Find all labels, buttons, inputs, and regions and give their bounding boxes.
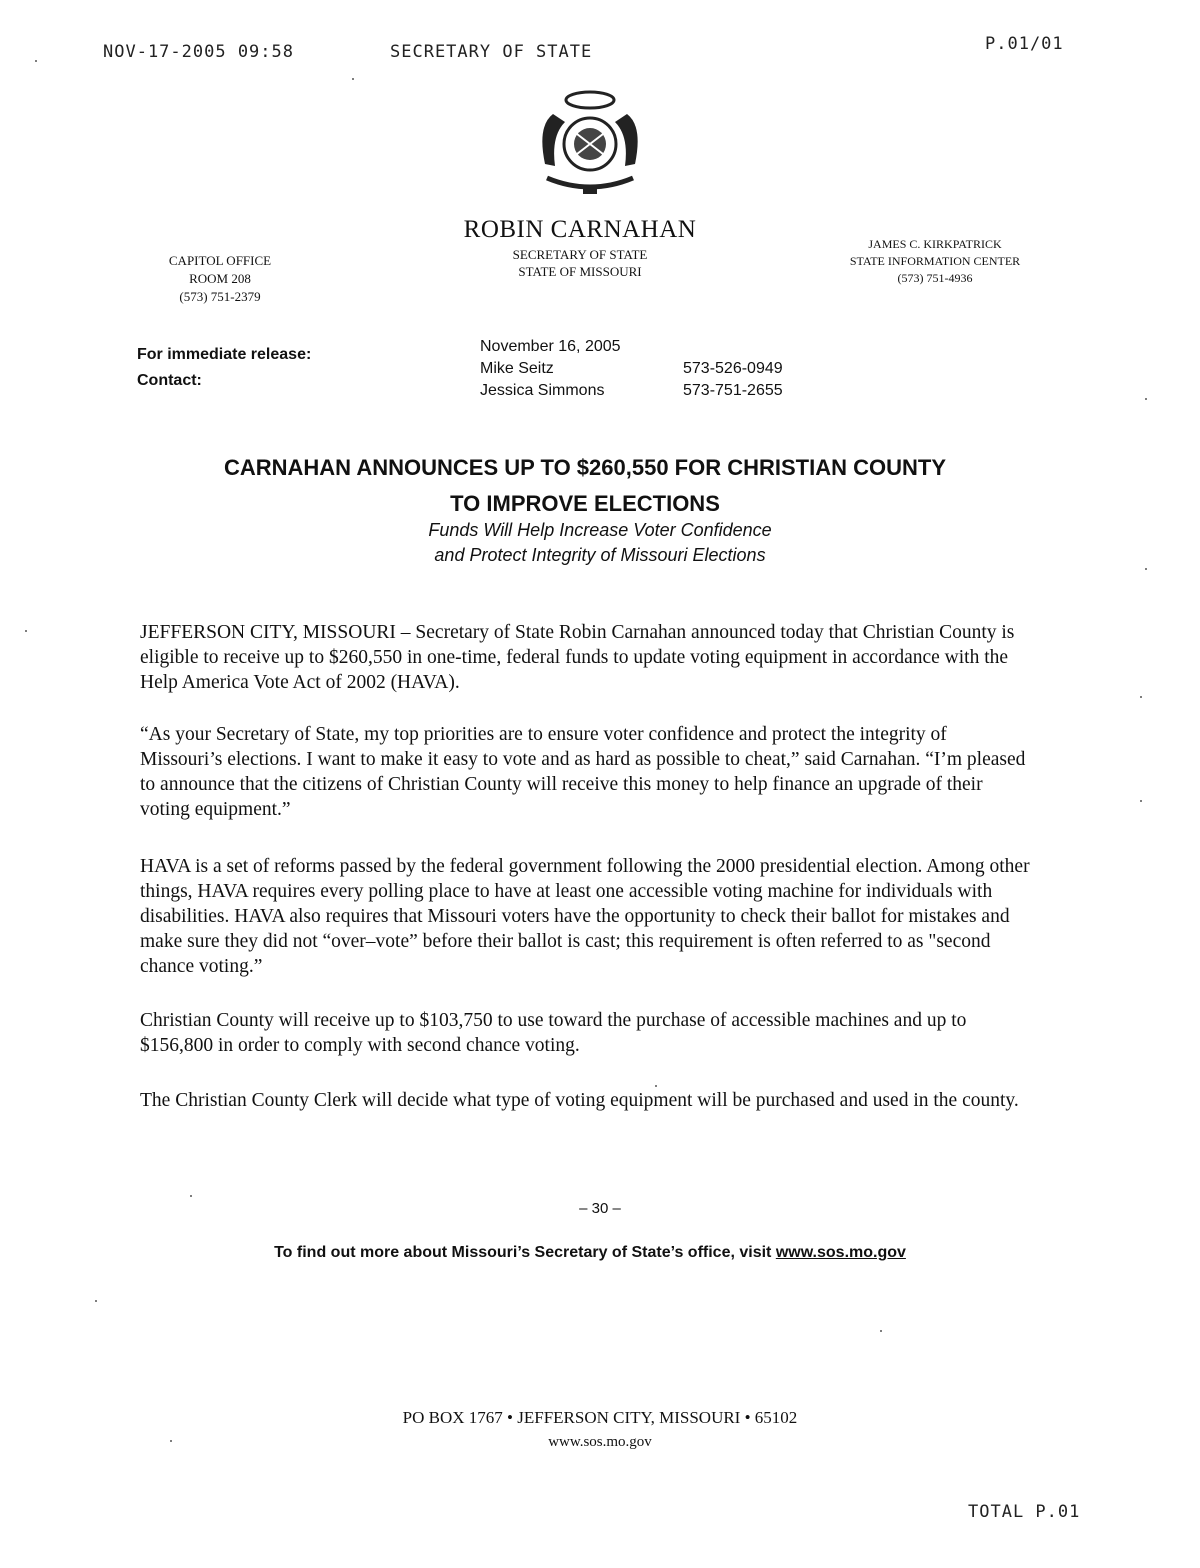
scan-speck	[25, 630, 27, 632]
contact-phone-1: 573-526-0949	[683, 360, 783, 377]
subheadline-line-2: and Protect Integrity of Missouri Elections	[434, 545, 766, 565]
footer-note-text: To find out more about Missouri’s Secretary of State’s office, visit	[274, 1244, 776, 1261]
end-mark: – 30 –	[579, 1200, 621, 1217]
capitol-office-phone: (573) 751-2379	[179, 289, 261, 304]
headline	[140, 450, 1030, 522]
info-center-name: JAMES C. KIRKPATRICK	[868, 237, 1002, 251]
headline-line-1: CARNAHAN ANNOUNCES UP TO $260,550 FOR CHRISTIAN COUNTY	[223, 455, 947, 480]
capitol-office-room: ROOM 208	[189, 271, 251, 286]
headline-line-2: TO IMPROVE ELECTIONS	[450, 491, 720, 516]
secretary-name: ROBIN CARNAHAN	[463, 216, 697, 243]
info-center-title: STATE INFORMATION CENTER	[849, 254, 1021, 268]
scan-speck	[1140, 800, 1142, 802]
scan-speck	[352, 78, 354, 80]
release-label: For immediate release:	[137, 346, 312, 363]
body-paragraph-2: “As your Secretary of State, my top priorities are to ensure voter confidence and protect the integrity of Missouri’s elections. I want to make it easy to vote and as hard as possible to cheat,” said Carnahan. “I’m pleased to announce that the citizens of Christian County will receive this money to help finance an upgrade of their voting equipment.”	[140, 724, 1026, 820]
scan-speck	[880, 1330, 882, 1332]
secretary-name-block	[430, 216, 730, 280]
contact-label: Contact:	[137, 372, 202, 389]
scan-speck	[190, 1195, 192, 1197]
secretary-state: STATE OF MISSOURI	[518, 264, 642, 279]
scan-speck	[170, 1440, 172, 1442]
capitol-office-block	[130, 252, 310, 306]
fax-total-pages: TOTAL P.01	[968, 1502, 1081, 1522]
body-paragraph-4: Christian County will receive up to $103,750 to use toward the purchase of accessible machines and up to $156,800 in order to comply with second chance voting.	[140, 1010, 967, 1056]
subheadline-line-1: Funds Will Help Increase Voter Confidence	[428, 520, 772, 540]
contact-phone-2: 573-751-2655	[683, 382, 783, 399]
dateline: JEFFERSON CITY, MISSOURI	[140, 622, 396, 643]
capitol-office-line: CAPITOL OFFICE	[168, 253, 272, 268]
scan-speck	[35, 60, 37, 62]
contact-phones	[683, 358, 783, 402]
footer-website-link[interactable]: www.sos.mo.gov	[775, 1244, 906, 1261]
fax-page-number: P.01/01	[985, 34, 1064, 54]
address-block	[300, 1406, 900, 1454]
scan-speck	[655, 1085, 657, 1087]
info-center-block	[820, 236, 1050, 287]
body-paragraph-1-text: – Secretary of State Robin Carnahan announced today that Christian County is eligible to receive up to $260,550 in one-time, federal funds to update voting equipment in accordance with the Help America Vote Act of 2002 (HAVA).	[140, 622, 1015, 693]
scan-speck	[1145, 568, 1147, 570]
address-website: www.sos.mo.gov	[548, 1434, 652, 1450]
body-paragraph-3: HAVA is a set of reforms passed by the federal government following the 2000 presidential election. Among other things, HAVA requires every polling place to have at least one accessible voting machine for individuals with disabilities. HAVA also requires that Missouri voters have the opportunity to check their ballot for mistakes and make sure they did not “over–vote” before their ballot is cast; this requirement is often referred to as "second chance voting.”	[140, 856, 1030, 977]
scan-speck	[1140, 696, 1142, 698]
footer-note	[150, 1244, 1030, 1262]
body-paragraph-5: The Christian County Clerk will decide what type of voting equipment will be purchased and used in the county.	[140, 1090, 1019, 1111]
release-date: November 16, 2005	[480, 338, 621, 355]
scan-speck	[1145, 398, 1147, 400]
subheadline	[380, 518, 820, 568]
missouri-seal-icon	[525, 86, 655, 206]
release-details	[480, 336, 621, 402]
fax-datetime: NOV-17-2005 09:58	[103, 42, 294, 62]
contact-name-1: Mike Seitz	[480, 360, 554, 377]
address-line: PO BOX 1767 • JEFFERSON CITY, MISSOURI • 65102	[402, 1408, 798, 1427]
body-paragraph-1	[140, 620, 1030, 695]
secretary-title: SECRETARY OF STATE	[512, 247, 648, 262]
info-center-phone: (573) 751-4936	[897, 271, 973, 285]
release-labels	[137, 342, 311, 394]
scan-speck	[95, 1300, 97, 1302]
contact-name-2: Jessica Simmons	[480, 382, 605, 399]
fax-sender: SECRETARY OF STATE	[390, 42, 593, 62]
